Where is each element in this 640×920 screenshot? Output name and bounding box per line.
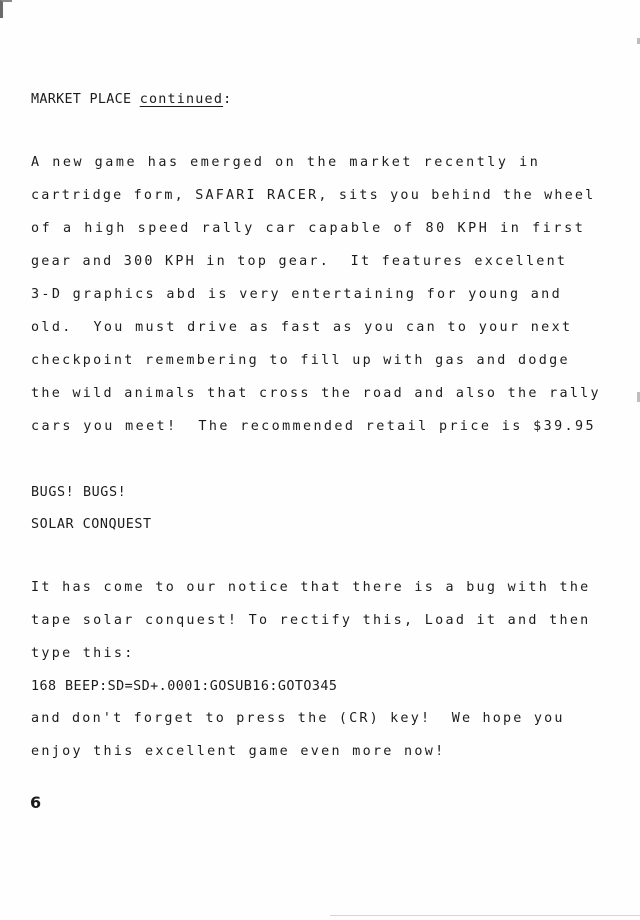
scan-bottom-edge: [330, 915, 640, 916]
article1-line: cars you meet! The recommended retail price is $39.95: [31, 419, 596, 434]
article1-line: the wild animals that cross the road and also the rally: [31, 386, 601, 401]
bugs-title: BUGS! BUGS!: [31, 485, 127, 500]
article2-line: It has come to our notice that there is a bug with the: [31, 580, 591, 595]
article1-line: old. You must drive as fast as you can to your next: [31, 320, 573, 335]
article2-line: tape solar conquest! To rectify this, Load it and then: [31, 613, 591, 628]
heading-suffix: :: [223, 92, 232, 107]
article1-line: A new game has emerged on the market recently in: [31, 155, 541, 170]
article2-closing-line: enjoy this excellent game even more now!: [31, 744, 446, 759]
scan-corner-mark: [0, 0, 12, 18]
page-number: 6: [30, 793, 42, 812]
section-heading: [31, 92, 231, 108]
article1-line: checkpoint remembering to fill up with gas and dodge: [31, 353, 570, 368]
article2-line: type this:: [31, 646, 135, 661]
bugs-subtitle: SOLAR CONQUEST: [31, 517, 152, 532]
heading-continued: continued: [139, 92, 224, 107]
heading-prefix: MARKET PLACE: [31, 92, 140, 107]
article1-line: gear and 300 KPH in top gear. It features excellent: [31, 254, 568, 269]
code-listing: 168 BEEP:SD=SD+.0001:GOSUB16:GOTO345: [31, 679, 338, 694]
article1-line: cartridge form, SAFARI RACER, sits you behind the wheel: [31, 188, 596, 203]
article1-line: of a high speed rally car capable of 80 KPH in first: [31, 221, 586, 236]
article2-closing-line: and don't forget to press the (CR) key! We hope you: [31, 711, 565, 726]
article1-line: 3-D graphics abd is very entertaining for young and: [31, 287, 563, 302]
